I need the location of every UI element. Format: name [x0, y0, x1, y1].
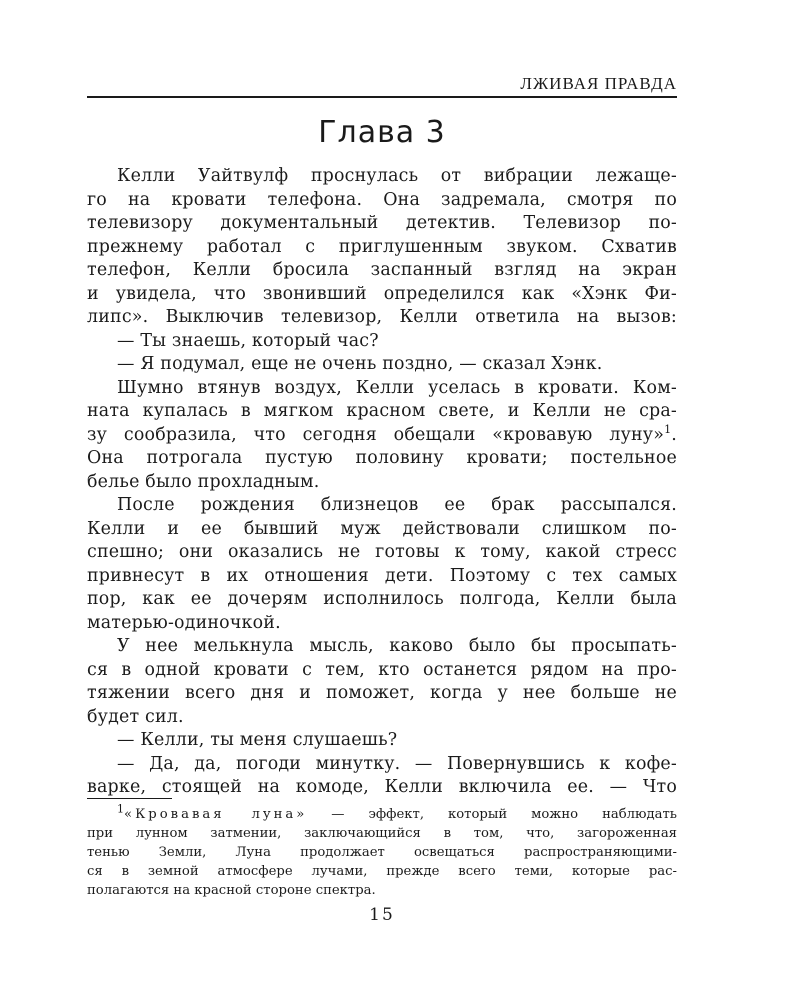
text-line: — Ты знаешь, который час?	[117, 330, 379, 351]
text-line: У нее мелькнула мысль, каково было бы просыпать-	[117, 636, 677, 656]
text-line: спешно; они оказались не готовы к тому, какой стресс	[87, 542, 677, 562]
text-line-main: зу сообразила, что сегодня обещали «кровавую луну»	[87, 424, 665, 445]
page-number: 15	[369, 905, 395, 925]
footnote-rule	[87, 798, 172, 799]
footnote-line: при лунном затмении, заключающийся в том, что, загороженная	[87, 826, 677, 841]
text-line: телевизору документальный детектив. Телевизор по-	[87, 213, 677, 233]
text-line: телефон, Келли бросила заспанный взгляд на экран	[87, 260, 677, 280]
text-line: и увидела, что звонивший определился как «Хэнк Фи-	[87, 283, 677, 304]
footnote	[87, 802, 677, 900]
chapter-title: Глава 3	[318, 115, 446, 150]
text-line: будет сил.	[87, 706, 184, 727]
footnote-line-rest: — эффект, который можно наблюдать	[307, 807, 677, 822]
footnote-line: ся в земной атмосфере лучами, прежде всего теми, которые рас-	[87, 864, 677, 879]
text-line: Шумно втянув воздух, Келли уселась в кровати. Ком-	[117, 377, 677, 398]
running-head: ЛЖИВАЯ ПРАВДА	[520, 74, 677, 93]
text-line: После рождения близнецов ее брак рассыпался.	[117, 495, 677, 515]
footnote-term: «Кровавая луна»	[124, 807, 308, 822]
text-line: ната купалась в мягком красном свете, и Келли не сра-	[87, 401, 677, 421]
text-line: тяжении всего дня и поможет, когда у нее больше не	[87, 683, 677, 703]
text-line: Келли и ее бывший муж действовали слишком по-	[87, 518, 677, 539]
footnote-line: тенью Земли, Луна продолжает освещаться распространяющими-	[87, 845, 677, 860]
body-text	[87, 165, 677, 800]
footnote-line	[87, 802, 677, 824]
text-line: ся в одной кровати с тем, кто останется рядом на про-	[87, 659, 677, 680]
text-line: — Да, да, погоди минутку. — Повернувшись к кофе-	[117, 753, 677, 774]
text-line: Келли Уайтвулф проснулась от вибрации лежаще-	[117, 166, 677, 186]
text-line: прежнему работал с приглушенным звуком. Схватив	[87, 236, 677, 257]
text-line: липс». Выключив телевизор, Келли ответила на вызов:	[87, 307, 677, 327]
text-line: — Я подумал, еще не очень поздно, — сказал Хэнк.	[117, 354, 603, 374]
text-line: Она потрогала пустую половину кровати; постельное	[87, 448, 677, 468]
text-line: варке, стоящей на комоде, Келли включила ее. — Что	[87, 777, 677, 797]
text-line: белье было прохладным.	[87, 471, 320, 492]
text-line: пор, как ее дочерям исполнилось полгода, Келли была	[87, 589, 677, 609]
footnote-ref: 1	[664, 422, 672, 436]
header-rule	[87, 96, 677, 98]
footnote-marker: 1	[117, 802, 124, 816]
text-line: привнесут в их отношения дети. Поэтому с тех самых	[87, 565, 677, 586]
text-line: — Келли, ты меня слушаешь?	[117, 730, 398, 750]
text-line: матерью-одиночкой.	[87, 612, 281, 633]
footnote-line: полагаются на красной стороне спектра.	[87, 883, 376, 898]
text-line: го на кровати телефона. Она задремала, смотря по	[87, 189, 677, 210]
text-line: зу сообразила, что сегодня обещали «кровавую луну»$^1$.	[87, 422, 677, 445]
